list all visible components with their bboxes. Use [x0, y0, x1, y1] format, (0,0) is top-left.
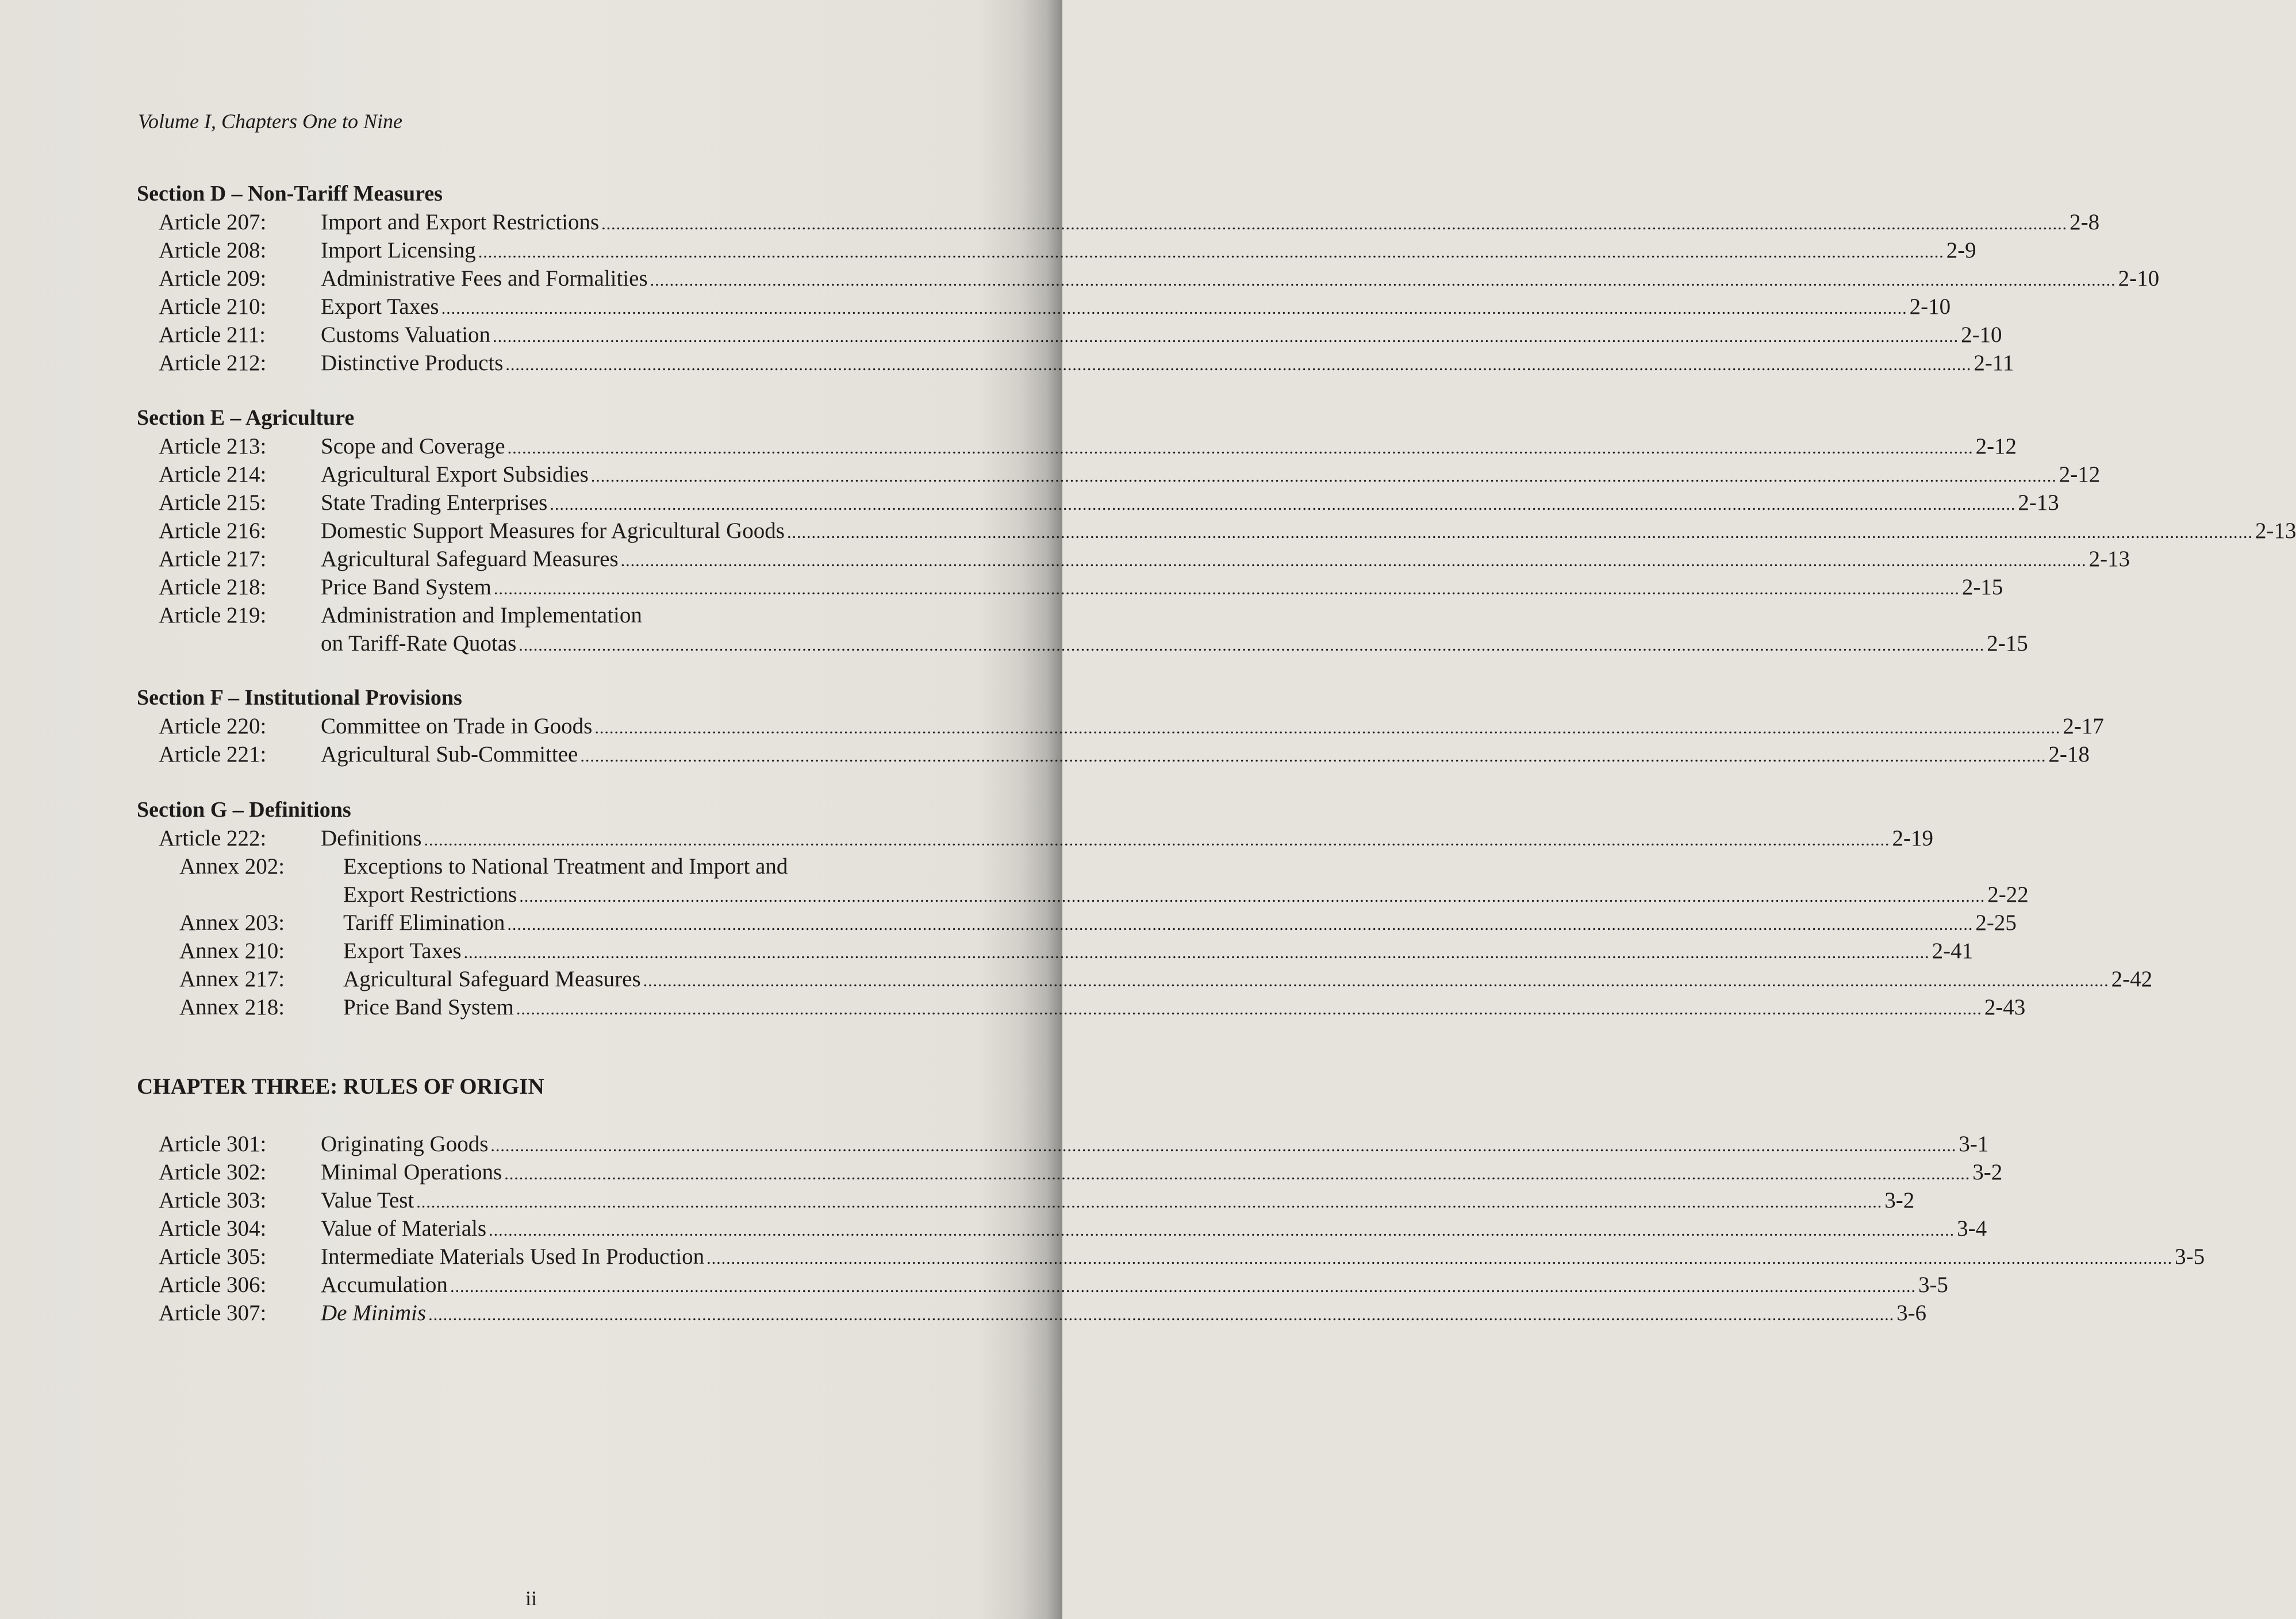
dot-leader: ............................................................................................................................................................................................................................................................................................................ — [643, 971, 2109, 990]
toc-entry — [137, 264, 2160, 293]
chapter-title: CHAPTER THREE: RULES OF ORIGIN — [137, 1074, 544, 1099]
toc-entry — [137, 852, 924, 880]
entry-title: Administrative Fees and Formalities — [321, 266, 648, 291]
entry-page: 2-10 — [2118, 266, 2160, 291]
entry-title: Minimal Operations — [321, 1160, 502, 1185]
entry-title: Scope and Coverage — [321, 434, 505, 459]
entry-number: Article 306: — [159, 1272, 267, 1297]
toc-entry — [137, 517, 2296, 545]
entry-page: 3-2 — [1972, 1160, 2003, 1185]
toc-entry — [137, 349, 2014, 377]
dot-leader: ............................................................................................................................................................................................................................................................................................................ — [650, 271, 2116, 290]
entry-page: 3-2 — [1884, 1188, 1915, 1213]
entry-title: Import and Export Restrictions — [321, 210, 600, 234]
entry-page: 2-42 — [2111, 967, 2153, 991]
entry-number: Article 218: — [159, 575, 267, 599]
dot-leader: ............................................................................................................................................................................................................................................................................................................ — [601, 214, 2068, 233]
entry-number: Article 209: — [159, 266, 267, 291]
entry-page: 2-19 — [1892, 826, 1933, 851]
toc-entry — [137, 965, 2153, 993]
entry-page: 2-12 — [1975, 434, 2017, 459]
entry-number: Article 212: — [159, 351, 267, 375]
entry-title: Export Taxes — [343, 939, 462, 963]
toc-entry — [137, 740, 2090, 768]
entry-title: Intermediate Materials Used In Production — [321, 1244, 705, 1269]
entry-number: Article 214: — [159, 462, 267, 487]
entry-page: 3-5 — [1918, 1272, 1948, 1297]
entry-title: Export Taxes — [321, 294, 439, 319]
entry-title: Agricultural Sub-Committee — [321, 742, 578, 767]
toc-entry — [137, 432, 2017, 460]
dot-leader: ............................................................................................................................................................................................................................................................................................................ — [519, 887, 1986, 906]
entry-number: Article 302: — [159, 1160, 267, 1185]
entry-number: Article 301: — [159, 1132, 267, 1156]
entry-title: Price Band System — [321, 575, 492, 599]
section-f — [137, 684, 2104, 768]
dot-leader: ............................................................................................................................................................................................................................................................................................................ — [620, 551, 2087, 570]
dot-leader: ............................................................................................................................................................................................................................................................................................................ — [489, 1221, 1955, 1240]
entry-title: Customs Valuation — [321, 322, 491, 347]
dot-leader: ............................................................................................................................................................................................................................................................................................................ — [519, 636, 1985, 655]
entry-title: Tariff Elimination — [343, 910, 505, 935]
section-title: Section D – Non-Tariff Measures — [137, 182, 443, 206]
entry-title: Exceptions to National Treatment and Import and — [343, 854, 788, 879]
dot-leader: ............................................................................................................................................................................................................................................................................................................ — [580, 747, 2047, 766]
dot-leader: ............................................................................................................................................................................................................................................................................................................ — [490, 1136, 1957, 1155]
dot-leader: ............................................................................................................................................................................................................................................................................................................ — [786, 523, 2253, 542]
toc-entry — [137, 824, 1933, 852]
entry-number: Article 304: — [159, 1216, 267, 1241]
dot-leader: ............................................................................................................................................................................................................................................................................................................ — [507, 439, 1974, 457]
entry-number: Annex 202: — [179, 854, 285, 879]
dot-leader: ............................................................................................................................................................................................................................................................................................................ — [550, 495, 2016, 514]
entry-page: 2-10 — [1909, 294, 1951, 319]
entry-number: Article 213: — [159, 434, 267, 459]
entry-title: State Trading Enterprises — [321, 490, 548, 515]
entry-title: on Tariff-Rate Quotas — [321, 631, 517, 656]
entry-number: Article 215: — [159, 490, 267, 515]
entry-number: Article 207: — [159, 210, 267, 234]
dot-leader: ............................................................................................................................................................................................................................................................................................................ — [707, 1249, 2173, 1268]
dot-leader: ............................................................................................................................................................................................................................................................................................................ — [505, 355, 1972, 374]
entry-title: Value Test — [321, 1188, 414, 1213]
entry-page: 3-4 — [1957, 1216, 1987, 1241]
toc-entry — [137, 293, 1951, 321]
entry-number: Annex 217: — [179, 967, 285, 991]
dot-leader: ............................................................................................................................................................................................................................................................................................................ — [493, 327, 1959, 346]
entry-title: Domestic Support Measures for Agricultural Goods — [321, 518, 785, 543]
toc-entry — [137, 1271, 1948, 1299]
entry-number: Article 208: — [159, 238, 267, 263]
entry-title: De Minimis — [321, 1301, 427, 1325]
entry-number: Article 220: — [159, 714, 267, 739]
toc-entry — [137, 460, 2101, 489]
entry-title: Price Band System — [343, 995, 514, 1020]
entry-page: 2-13 — [2255, 518, 2296, 543]
entry-page: 2-10 — [1961, 322, 2002, 347]
section-g — [137, 796, 2153, 1021]
entry-number: Annex 203: — [179, 910, 285, 935]
entry-page: 3-6 — [1896, 1301, 1927, 1325]
entry-number: Annex 218: — [179, 995, 285, 1020]
entry-title: Administration and Implementation — [321, 603, 642, 628]
dot-leader: ............................................................................................................................................................................................................................................................................................................ — [478, 243, 1944, 261]
dot-leader: ............................................................................................................................................................................................................................................................................................................ — [450, 1277, 1916, 1296]
toc-entry — [137, 545, 2130, 573]
entry-number: Article 219: — [159, 603, 267, 628]
dot-leader: ............................................................................................................................................................................................................................................................................................................ — [493, 579, 1960, 598]
dot-leader: ............................................................................................................................................................................................................................................................................................................ — [424, 830, 1890, 849]
entry-number: Article 303: — [159, 1188, 267, 1213]
entry-page: 2-11 — [1974, 351, 2014, 375]
entry-number: Article 210: — [159, 294, 267, 319]
entry-page: 2-15 — [1961, 575, 2003, 599]
entry-page: 2-15 — [1987, 631, 2028, 656]
toc-entry — [137, 601, 924, 629]
page-number: ii — [525, 1587, 537, 1610]
entry-page: 2-18 — [2048, 742, 2090, 767]
entry-number: Article 221: — [159, 742, 267, 767]
entry-title: Import Licensing — [321, 238, 476, 263]
entry-page: 2-12 — [2059, 462, 2101, 487]
entry-title: Agricultural Safeguard Measures — [343, 967, 641, 991]
entry-title: Value of Materials — [321, 1216, 487, 1241]
toc-entry — [137, 208, 2100, 236]
entry-title: Distinctive Products — [321, 351, 504, 375]
toc-entry — [137, 937, 1974, 965]
section-title: Section E – Agriculture — [137, 406, 355, 430]
toc-entry — [137, 909, 2017, 937]
dot-leader: ............................................................................................................................................................................................................................................................................................................ — [516, 999, 1982, 1018]
dot-leader: ............................................................................................................................................................................................................................................................................................................ — [594, 718, 2061, 737]
toc-entry — [137, 880, 2029, 909]
entry-title: Definitions — [321, 826, 422, 851]
dot-leader: ............................................................................................................................................................................................................................................................................................................ — [463, 943, 1930, 962]
toc-entry — [137, 1214, 1987, 1243]
toc-entry — [137, 236, 1976, 264]
entry-page: 2-25 — [1975, 910, 2017, 935]
entry-page: 2-13 — [2018, 490, 2059, 515]
toc-entry — [137, 489, 2059, 517]
entry-page: 2-17 — [2063, 714, 2104, 739]
dot-leader: ............................................................................................................................................................................................................................................................................................................ — [428, 1305, 1895, 1324]
chapter-three-entries — [137, 1130, 2205, 1327]
entry-title: Agricultural Export Subsidies — [321, 462, 589, 487]
entry-number: Article 307: — [159, 1301, 267, 1325]
toc-entry — [137, 993, 2026, 1021]
entry-number: Article 305: — [159, 1244, 267, 1269]
entry-page: 2-22 — [1987, 882, 2029, 907]
section-e — [137, 404, 2296, 657]
toc-entry — [137, 1243, 2205, 1271]
toc-entry — [137, 629, 2028, 657]
toc-entry — [137, 1299, 1927, 1327]
entry-number: Annex 210: — [179, 939, 285, 963]
entry-page: 3-1 — [1959, 1132, 1989, 1156]
entry-page: 2-9 — [1946, 238, 1976, 263]
dot-leader: ............................................................................................................................................................................................................................................................................................................ — [504, 1164, 1971, 1183]
entry-title: Accumulation — [321, 1272, 448, 1297]
entry-number: Article 216: — [159, 518, 267, 543]
entry-number: Article 211: — [159, 322, 266, 347]
entry-title: Originating Goods — [321, 1132, 489, 1156]
section-title: Section F – Institutional Provisions — [137, 686, 462, 710]
toc-entry — [137, 321, 2002, 349]
entry-title: Agricultural Safeguard Measures — [321, 547, 619, 571]
dot-leader: ............................................................................................................................................................................................................................................................................................................ — [416, 1193, 1883, 1212]
toc-entry — [137, 1158, 2003, 1186]
entry-page: 3-5 — [2175, 1244, 2205, 1269]
entry-page: 2-8 — [2070, 210, 2100, 234]
dot-leader: ............................................................................................................................................................................................................................................................................................................ — [441, 299, 1907, 318]
section-title: Section G – Definitions — [137, 798, 351, 822]
entry-page: 2-41 — [1932, 939, 1974, 963]
toc-entry — [137, 573, 2003, 601]
entry-number: Article 217: — [159, 547, 267, 571]
dot-leader: ............................................................................................................................................................................................................................................................................................................ — [507, 915, 1974, 934]
toc-entry — [137, 1130, 1989, 1158]
entry-number: Article 222: — [159, 826, 267, 851]
entry-page: 2-13 — [2088, 547, 2130, 571]
entry-title: Export Restrictions — [343, 882, 517, 907]
toc-entry — [137, 1186, 1915, 1214]
section-d — [137, 180, 2160, 377]
toc-entry — [137, 712, 2104, 740]
dot-leader: ............................................................................................................................................................................................................................................................................................................ — [590, 467, 2057, 486]
entry-page: 2-43 — [1984, 995, 2026, 1020]
entry-title: Committee on Trade in Goods — [321, 714, 593, 739]
running-head: Volume I, Chapters One to Nine — [138, 110, 402, 133]
